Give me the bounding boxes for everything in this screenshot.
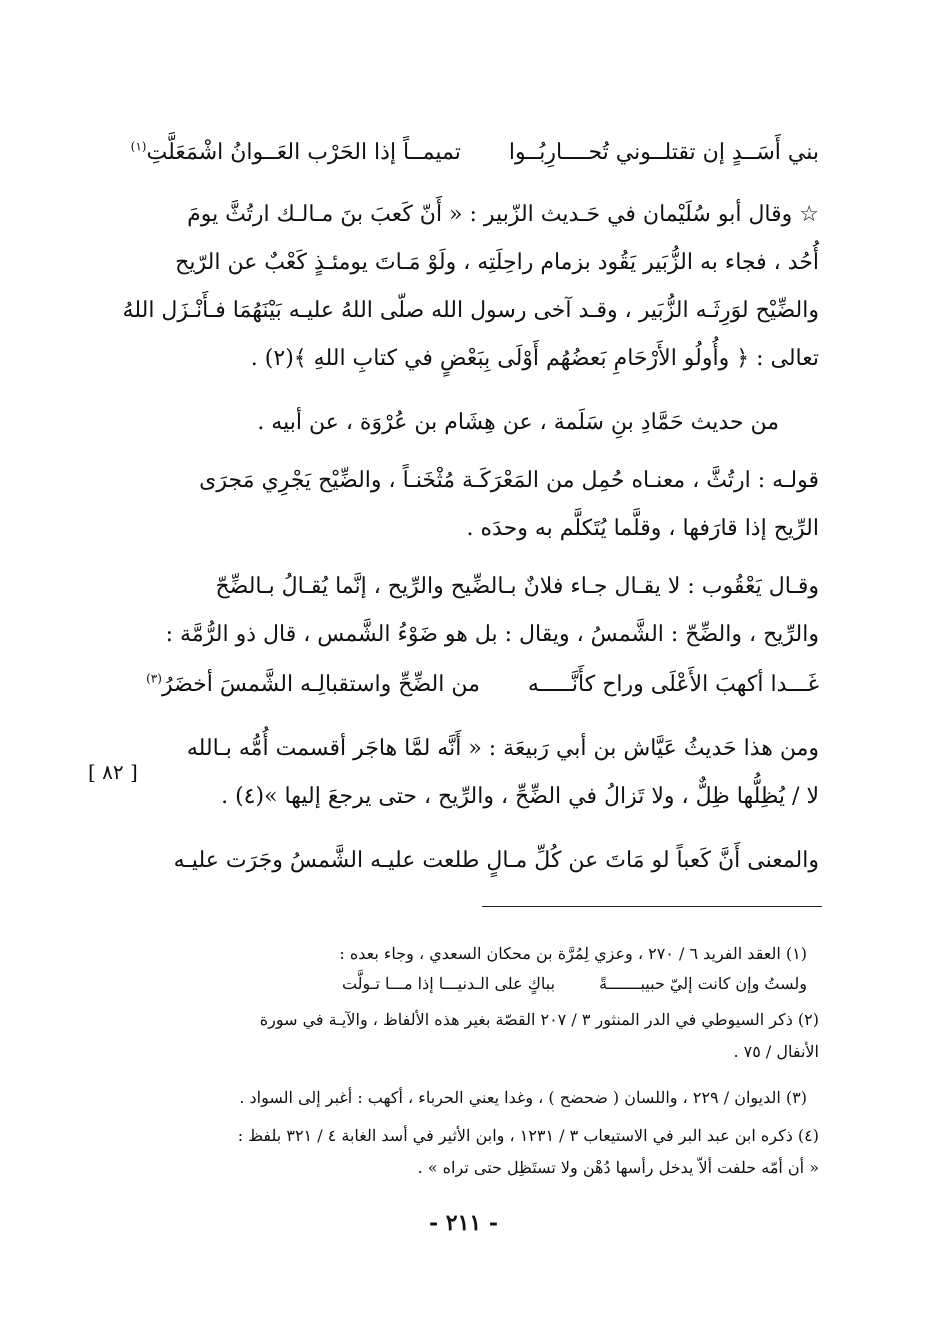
paragraph-line: أُحُد ، فجاء به الزُّبَير يَقُود بزمام راحِلَتِه ، ولَوْ مَـاتَ يومئـذٍ كَعْبٌ عن الرّيح (175, 250, 819, 275)
footnote-line: الأنفال / ٧٥ . (733, 1042, 819, 1061)
paragraph-line: لا / يُظِلُّها ظِلٌّ ، ولا تَزالُ في الضِّحِّ ، والرِّيح ، حتى يرجعَ إليها »(٤) . (221, 784, 819, 809)
verse-left-text: من الضِّحِّ واستقبالِـه الشَّمسَ أخضَرُ (161, 672, 480, 697)
paragraph-line: تعالى : ﴿ وأُولُو الأَرْحَامِ بَعضُهُم أَوْلَى بِبَعْضٍ في كتابِ اللهِ ﴾(٢) . (250, 346, 819, 371)
page-number: - ٢١١ - (428, 1210, 499, 1236)
verse-right-hemistich: ولستُ وإن كانت إليّ حبيبـــــــةً (599, 974, 807, 993)
verse-left-hemistich: بباكٍ على الـدنيـــا إذا مـــا تـولَّت (341, 974, 556, 993)
paragraph-line: من حديث حَمَّادِ بنِ سَلَمة ، عن هِشَام بن عُرْوَة ، عن أبيه . (257, 410, 779, 435)
paragraph-line: والرِّيح ، والضِّحّ : الشَّمسُ ، ويقال : بل هو ضَوْءُ الشَّمس ، قال ذو الرُّمَّة : (165, 622, 819, 647)
verse-right-hemistich: بني أَسَــدٍ إن تقتلــوني تُحــــارِبُــوا (508, 140, 819, 165)
poetry-verse (131, 138, 819, 168)
footnote-marker: (١) (130, 139, 147, 154)
footnote-line: « أن أمّه حلفت ألاّ يدخل رأسها دُهْن ولا تستَظِل حتى تراه » . (417, 1158, 819, 1177)
verse-left-hemistich (131, 138, 461, 168)
paragraph-line: ☆ وقال أبو سُلَيْمان في حَـديث الزّبير : « أَنّ كَعبَ بنَ مـالـك ارتُثَّ يومَ (187, 202, 819, 227)
footnote-line: (٢) ذكر السيوطي في الدر المنثور ٣ / ٢٠٧ القصّة بغير هذه الألفاظ ، والآيـة في سورة (259, 1010, 819, 1029)
paragraph-line: الرِّيح إذا قارَفها ، وقلَّما يُتَكلَّم به وحدَه . (466, 516, 819, 541)
footnote-marker: (٣) (146, 671, 162, 686)
footnote-line: (١) العقد الفريد ٦ / ٢٧٠ ، وعزي لِمُرَّة بن محكان السعدي ، وجاء بعده : (339, 944, 807, 963)
paragraph-line: والمعنى أَنَّ كَعباً لو مَاتَ عن كُلِّ مـالٍ طلعت عليـه الشَّمسُ وجَرَت عليـه (173, 848, 819, 873)
poetry-verse (146, 670, 819, 700)
footnote-verse (342, 972, 807, 996)
footnote-line: (٤) ذكره ابن عبد البر في الاستيعاب ٣ / ١٢٣١ ، وابن الأثير في أسد الغابة ٤ / ٣٢١ بلفظ : (237, 1126, 819, 1145)
paragraph-line: قولـه : ارتُثَّ ، معنـاه حُمِل من المَعْرَكَـة مُثْخَنـاً ، والضِّيْح يَجْرِي مَجرَى (199, 468, 819, 493)
paragraph-line: وقـال يَعْقُوب : لا يقـال جـاء فلانٌ بـالضِّيح والرِّيح ، إنَّما يُقـالُ بـالضِّحّ (215, 574, 819, 599)
verse-left-text: تميمــاً إذا الحَرْب العَــوانُ اشْمَعَلَّتِ (146, 140, 461, 165)
footnote-line: (٣) الديوان / ٢٢٩ ، واللسان ( ضحضح ) ، وغدا يعني الحرباء ، أكهب : أغبر إلى السواد . (239, 1088, 807, 1107)
footnote-divider (482, 906, 822, 907)
verse-right-hemistich: غَـــدا أكهبَ الأَعْلَى وراح كأَنَّـــــه (527, 672, 819, 697)
margin-page-reference: [ ٨٢ ] (88, 760, 138, 784)
verse-left-hemistich (146, 670, 480, 700)
paragraph-line: والضِّيْح لوَرِثَـه الزُّبَير ، وقـد آخى رسول الله صلّى اللهُ عليـه بَيْنَهُمَا فـأَنْـزَل اللهُ (122, 298, 819, 323)
paragraph-line: ومن هذا حَديثُ عَيَّاش بن أبي رَبيعَة : « أَنَّه لمَّا هاجَر أقسمت أُمُّه بـالله (186, 736, 819, 761)
